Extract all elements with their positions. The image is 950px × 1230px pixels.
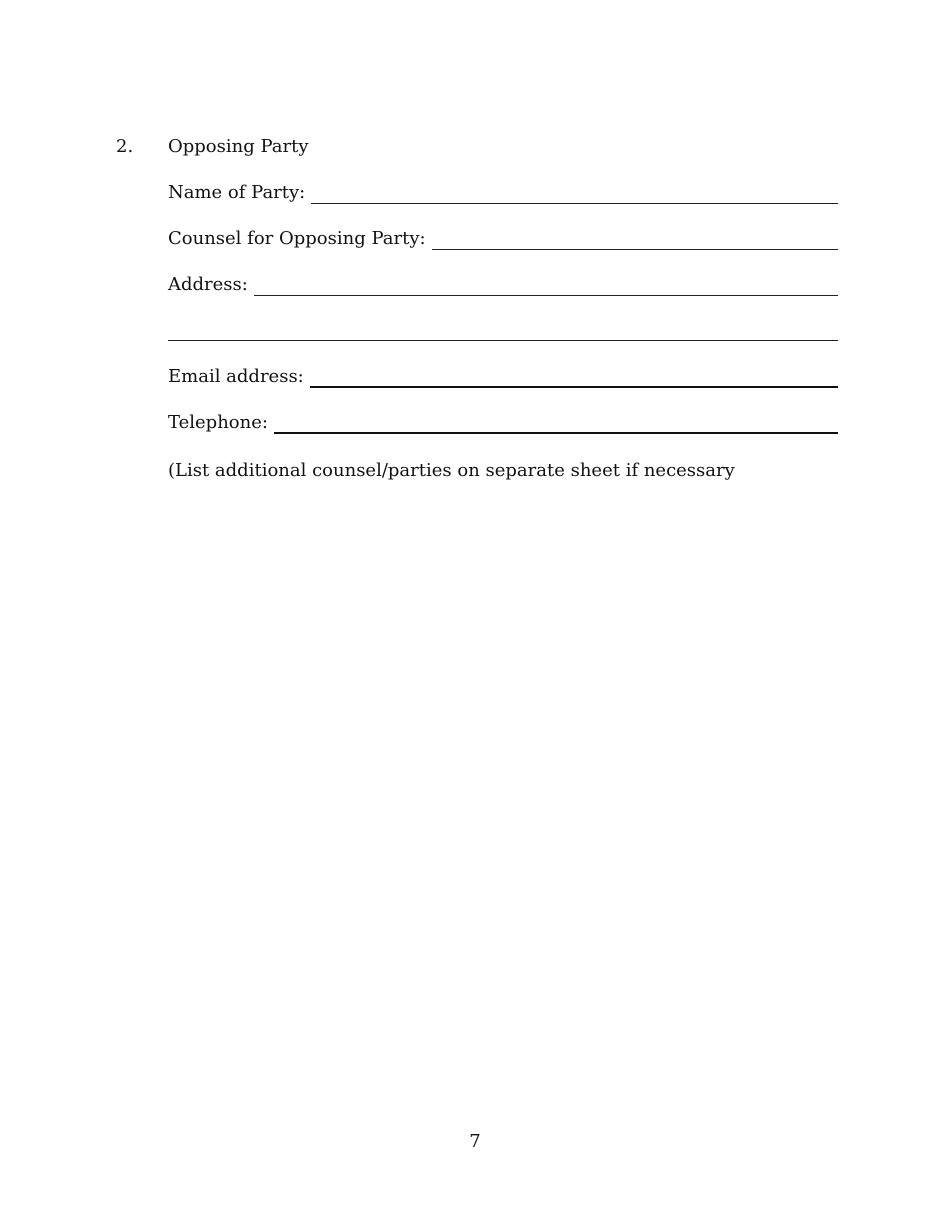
counsel-label: Counsel for Opposing Party: — [168, 228, 426, 249]
page-number: 7 — [469, 1131, 481, 1152]
telephone-field[interactable] — [274, 432, 838, 434]
name-of-party-label: Name of Party: — [168, 182, 306, 203]
email-label: Email address: — [168, 366, 304, 387]
address-row — [168, 273, 838, 297]
additional-parties-note: (List additional counsel/parties on separate sheet if necessary — [168, 460, 735, 481]
address-label: Address: — [168, 274, 248, 295]
telephone-label: Telephone: — [168, 412, 268, 433]
email-field[interactable] — [310, 386, 838, 388]
telephone-row — [168, 411, 838, 435]
address-field-line-2[interactable] — [168, 340, 838, 341]
section-title: Opposing Party — [168, 136, 309, 157]
email-row — [168, 365, 838, 389]
name-of-party-row — [168, 181, 838, 205]
name-of-party-field[interactable] — [311, 203, 838, 204]
address-field[interactable] — [254, 295, 838, 296]
counsel-row — [168, 227, 838, 251]
counsel-field[interactable] — [432, 249, 838, 250]
section-number: 2. — [116, 136, 134, 157]
